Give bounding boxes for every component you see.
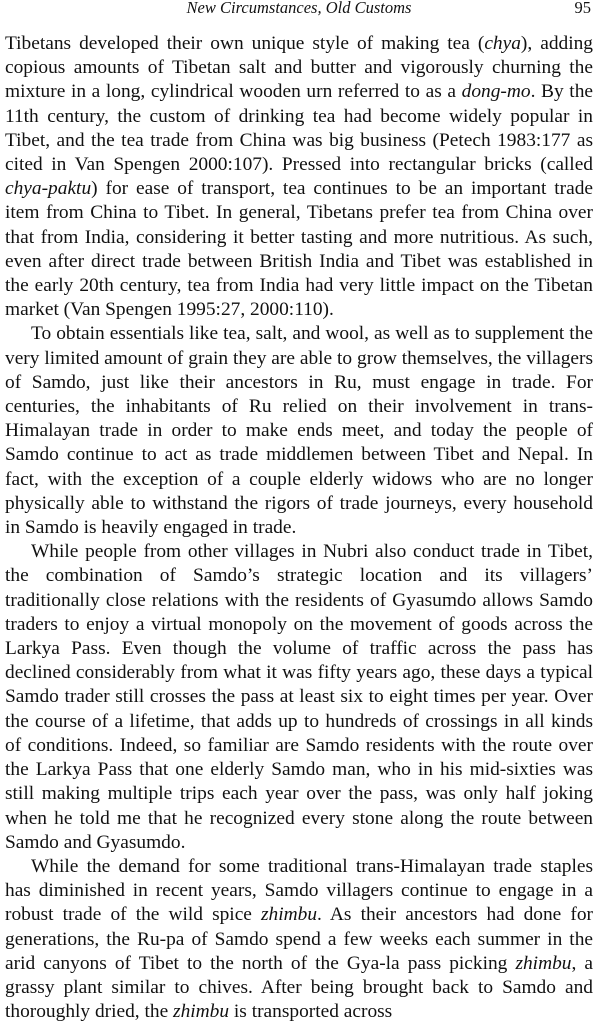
paragraph-3-segment-1: While people from other villages in Nubri also conduct trade in Tibet, the combination of Samdo’s strategic location and its villagers’ traditionally close relations with the residents of Gyasumdo allows Samdo traders to enjoy a virtual monopoly on the movement of goods across the Larkya Pass. Even though the volume of traffic across the pass has declined considerably from what it was fifty years ago, these days a typical Samdo trader still crosses the pass at least six to eight times per year. Over the course of a lifetime, that adds up to hundreds of crossings in all kinds of conditions. Indeed, so familiar are Samdo residents with the route over the Larkya Pass that one elderly Samdo man, who in his mid-sixties was still making multiple trips each year over the pass, was only half joking when he told me that he recognized every stone along the route between Samdo and Gyasumdo. [5,541,593,853]
paragraph-1-segment-1: Tibetans developed their own unique style of making tea ( [5,33,485,54]
term-zhimbu: zhimbu [261,904,318,926]
term-zhimbu: zhimbu [515,952,572,974]
paragraph-2 [5,322,593,540]
page-number: 95 [574,0,591,17]
paragraph-4-segment-1: While the demand for some traditional trans-Himalayan trade staples has diminished in recent years, Samdo villagers continue to engage in a robust trade of the wild spice [5,855,593,926]
paragraph-1-segment-3: ), adding copious amounts of Tibetan salt and butter and vigorously churning the mixture in a long, cylindrical wooden urn referred to as a [5,33,593,103]
paragraph-4 [5,855,593,1024]
running-header [5,0,593,26]
paragraph-4-segment-7: is transported across [229,1001,393,1023]
paragraph-2-segment-1: To obtain essentials like tea, salt, and wool, as well as to supplement the very limited amount of grain they are able to grow themselves, the villagers of Samdo, just like their ancestors in Ru, must engage in trade. For centuries, the inhabitants of Ru relied on their involvement in trans-Himalayan trade in order to make ends meet, and today the people of Samdo continue to act as trade middlemen between Tibet and Nepal. In fact, with the exception of a couple elderly widows who are no longer physically able to withstand the rigors of trade journeys, every household in Samdo is heavily engaged in trade. [5,323,593,539]
book-page [5,0,593,1023]
running-title: New Circumstances, Old Customs [186,0,412,17]
paragraph-1-segment-7: ) for ease of transport, tea continues to be an important trade item from China to Tibet. In general, Tibetans prefer tea from China over that from India, considering it better tasting and more nutritious. As such, even after direct trade between British India and Tibet was established in the early 20th century, tea from India had very little impact on the Tibetan market (Van Spengen 1995:27, 2000:110). [5,178,593,321]
paragraph-4-segment-3: . As their ancestors had done for generations, the Ru-pa of Samdo spend a few weeks each summer in the arid canyons of Tibet to the north of the Gya-la pass picking [5,904,593,974]
term-chya: chya [484,33,521,54]
paragraph-4-segment-5: , a grassy plant similar to chives. After being brought back to Samdo and thoroughly dried, the [5,952,593,1023]
term-chya-paktu: chya-paktu [5,178,92,200]
term-dong-mo: dong-mo [461,81,531,103]
term-zhimbu: zhimbu [173,1001,230,1023]
paragraph-1 [5,32,593,322]
paragraph-1-segment-5: . By the 11th century, the custom of drinking tea had become widely popular in Tibet, and the tea trade from China was big business (Petech 1983:177 as cited in Van Spengen 2000:107). Pressed into rectangular bricks (called [5,81,593,176]
body-text [5,32,593,1024]
paragraph-3 [5,540,593,855]
